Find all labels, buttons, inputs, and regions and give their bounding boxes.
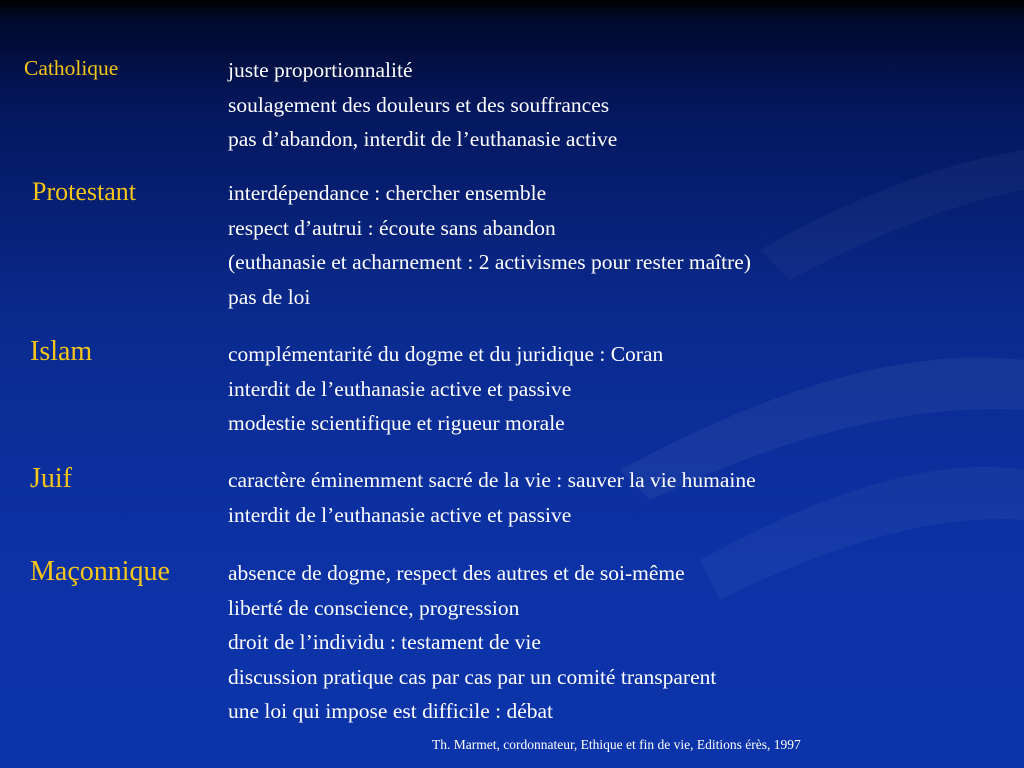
- section-line: complémentarité du dogme et du juridique : Coran: [228, 342, 664, 366]
- section-line: caractère éminemment sacré de la vie : sauver la vie humaine: [228, 468, 756, 492]
- section-label: Catholique: [24, 56, 119, 80]
- section-line: une loi qui impose est difficile : débat: [228, 699, 554, 723]
- section-lines: [228, 53, 617, 157]
- section-line: (euthanasie et acharnement : 2 activismes pour rester maître): [228, 250, 751, 274]
- section-label: Juif: [30, 463, 72, 494]
- section-label: Islam: [30, 336, 93, 367]
- section-label: Maçonnique: [30, 556, 170, 587]
- section-line: interdit de l’euthanasie active et passive: [228, 376, 572, 401]
- section-lines: [228, 463, 756, 532]
- section-line: juste proportionnalité: [228, 58, 413, 82]
- section-line: modestie scientifique et rigueur morale: [228, 411, 565, 435]
- section-lines: [228, 337, 663, 441]
- section-lines: [228, 176, 751, 314]
- section-line: pas de loi: [228, 284, 311, 309]
- section-line: absence de dogme, respect des autres et de soi-même: [228, 561, 685, 585]
- section-line: liberté de conscience, progression: [228, 595, 520, 620]
- section-line: interdit de l’euthanasie active et passive: [228, 502, 572, 527]
- section-line: droit de l’individu : testament de vie: [228, 630, 541, 654]
- section-line: discussion pratique cas par cas par un comité transparent: [228, 664, 717, 689]
- section-line: soulagement des douleurs et des souffrances: [228, 92, 610, 117]
- section-label: Protestant: [32, 177, 136, 206]
- citation: Th. Marmet, cordonnateur, Ethique et fin de vie, Editions érès, 1997: [432, 737, 801, 752]
- section-line: respect d’autrui : écoute sans abandon: [228, 215, 556, 240]
- section-lines: [228, 556, 716, 729]
- section-line: interdépendance : chercher ensemble: [228, 181, 547, 205]
- section-line: pas d’abandon, interdit de l’euthanasie active: [228, 127, 618, 151]
